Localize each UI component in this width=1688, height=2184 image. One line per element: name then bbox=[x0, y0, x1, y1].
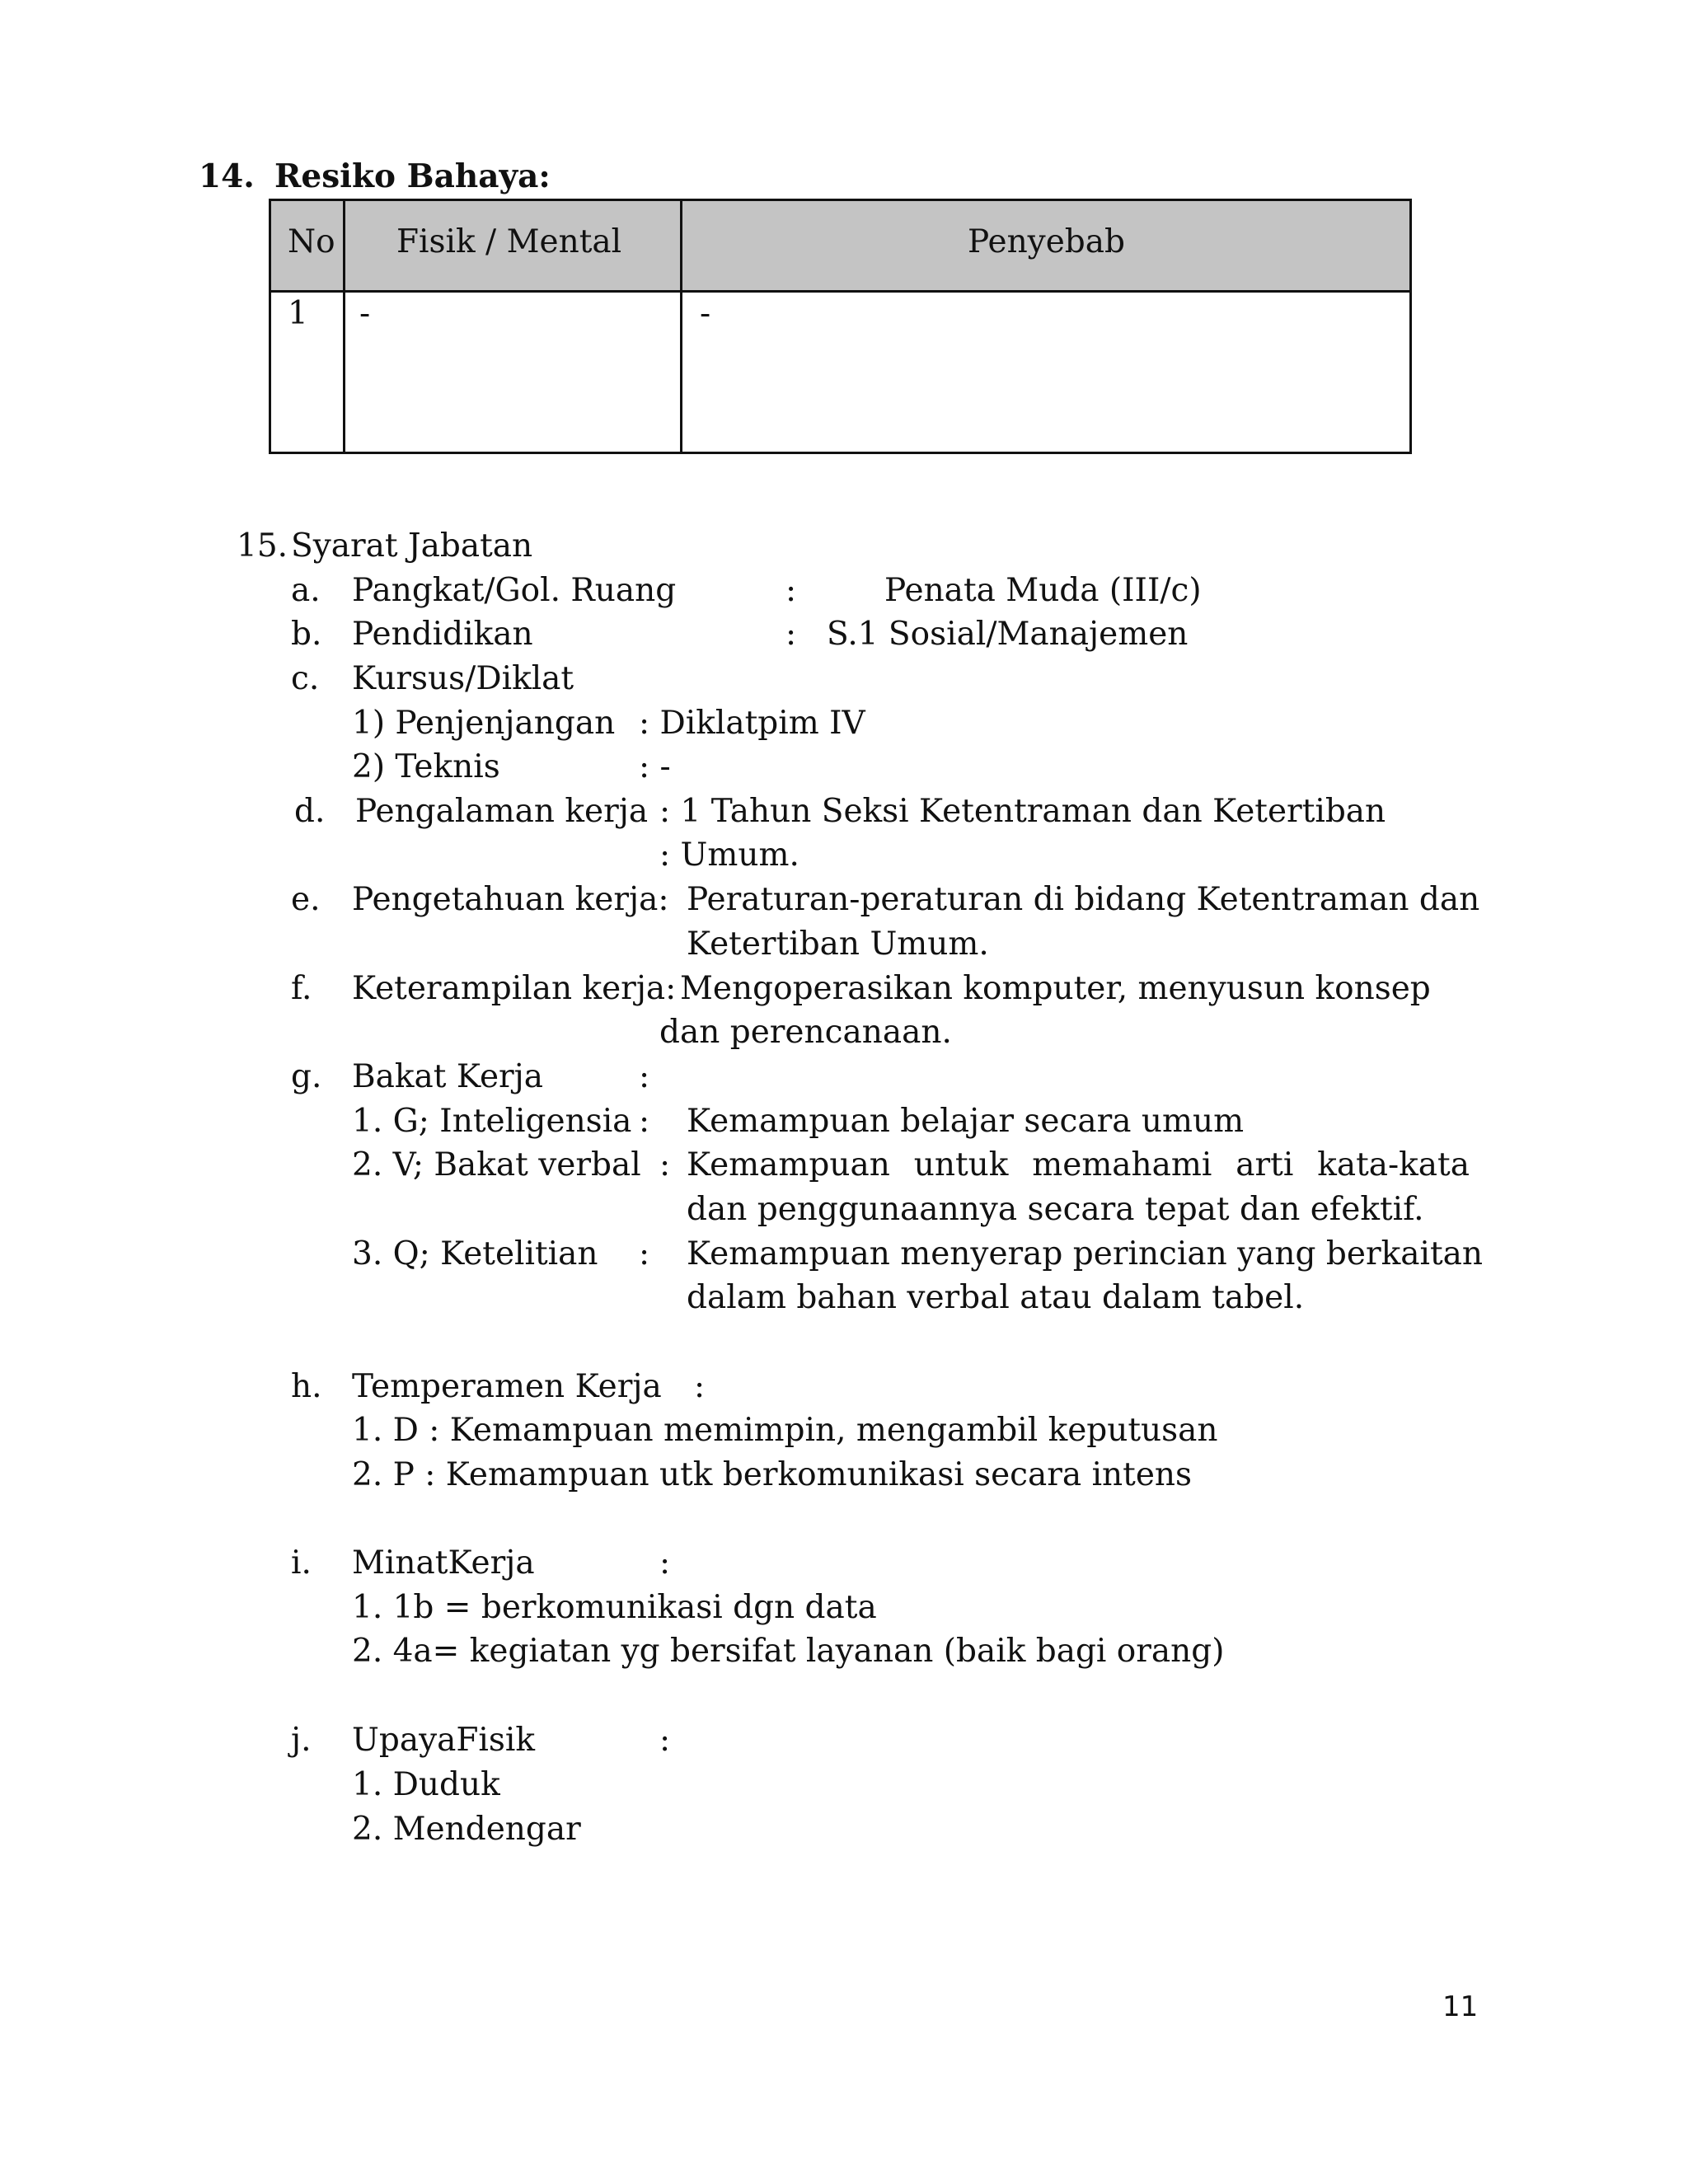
item-b-value: S.1 Sosial/Manajemen bbox=[827, 616, 1189, 653]
item-d-value-line2: : Umum. bbox=[659, 837, 799, 874]
header-fisik-mental: Fisik / Mental bbox=[396, 223, 622, 260]
item-i-label: MinatKerja bbox=[352, 1544, 535, 1582]
item-c-letter: c. bbox=[291, 660, 320, 697]
item-a-label: Pangkat/Gol. Ruang bbox=[352, 572, 677, 609]
bakat-2-desc-line2: dan penggunaannya secara tepat dan efektif. bbox=[687, 1191, 1424, 1228]
bakat-2-label: 2. V; Bakat verbal bbox=[352, 1146, 641, 1183]
item-h-colon: : bbox=[694, 1368, 706, 1405]
temperamen-1: 1. D : Kemampuan memimpin, mengambil keputusan bbox=[352, 1412, 1218, 1449]
row-1-fisik-mental: - bbox=[359, 295, 371, 332]
bakat-1-desc: Kemampuan belajar secara umum bbox=[687, 1103, 1245, 1140]
item-d-value-line1: : 1 Tahun Seksi Ketentraman dan Ketertiban bbox=[659, 793, 1386, 830]
item-h-label: Temperamen Kerja bbox=[352, 1368, 662, 1405]
item-i-colon: : bbox=[659, 1544, 671, 1582]
header-no: No bbox=[288, 223, 335, 260]
item-g-colon: : bbox=[639, 1058, 650, 1095]
item-a-value: Penata Muda (III/c) bbox=[884, 572, 1202, 609]
item-e-value-line2: Ketertiban Umum. bbox=[687, 926, 989, 963]
minat-2: 2. 4a= kegiatan yg bersifat layanan (baik bagi orang) bbox=[352, 1633, 1225, 1670]
section-14-title: Resiko Bahaya: bbox=[274, 157, 551, 195]
item-h-letter: h. bbox=[291, 1368, 322, 1405]
column-divider bbox=[343, 201, 345, 452]
item-f-value-line2: dan perencanaan. bbox=[659, 1014, 952, 1051]
item-a-colon: : bbox=[785, 572, 797, 609]
item-g-label: Bakat Kerja bbox=[352, 1058, 544, 1095]
item-j-letter: j. bbox=[291, 1722, 312, 1759]
section-15-title: Syarat Jabatan bbox=[291, 527, 533, 565]
bakat-3-label: 3. Q; Ketelitian bbox=[352, 1235, 598, 1272]
bakat-3-colon: : bbox=[639, 1235, 650, 1272]
item-c-sub-1-label: 1) Penjenjangan bbox=[352, 705, 616, 742]
item-c-sub-2-label: 2) Teknis bbox=[352, 748, 500, 785]
item-g-letter: g. bbox=[291, 1058, 322, 1095]
item-d-label: Pengalaman kerja bbox=[355, 793, 649, 830]
bakat-2-desc-line1: Kemampuan untuk memahami arti kata-kata bbox=[687, 1146, 1470, 1183]
item-c-label: Kursus/Diklat bbox=[352, 660, 574, 697]
item-e-label: Pengetahuan kerja: bbox=[352, 881, 669, 918]
section-14-number: 14. bbox=[199, 157, 255, 195]
item-f-letter: f. bbox=[291, 970, 312, 1007]
minat-1: 1. 1b = berkomunikasi dgn data bbox=[352, 1589, 877, 1626]
bakat-2-colon: : bbox=[659, 1146, 671, 1183]
item-d-letter: d. bbox=[294, 793, 326, 830]
item-b-letter: b. bbox=[291, 616, 322, 653]
header-penyebab: Penyebab bbox=[968, 223, 1125, 260]
item-c-sub-1-value: : Diklatpim IV bbox=[639, 705, 865, 742]
item-i-letter: i. bbox=[291, 1544, 312, 1582]
bakat-1-colon: : bbox=[639, 1103, 650, 1140]
bakat-3-desc-line2: dalam bahan verbal atau dalam tabel. bbox=[687, 1279, 1305, 1316]
upaya-2: 2. Mendengar bbox=[352, 1811, 581, 1848]
page-number: 11 bbox=[1442, 1990, 1479, 2023]
item-f-label: Keterampilan kerja: bbox=[352, 970, 677, 1007]
item-c-sub-2-value: : - bbox=[639, 748, 671, 785]
item-f-value-line1: Mengoperasikan komputer, menyusun konsep bbox=[680, 970, 1431, 1007]
temperamen-2: 2. P : Kemampuan utk berkomunikasi secara intens bbox=[352, 1456, 1193, 1493]
item-b-colon: : bbox=[785, 616, 797, 653]
item-j-label: UpayaFisik bbox=[352, 1722, 536, 1759]
row-1-no: 1 bbox=[288, 295, 308, 332]
item-b-label: Pendidikan bbox=[352, 616, 533, 653]
item-e-letter: e. bbox=[291, 881, 321, 918]
column-divider bbox=[680, 201, 682, 452]
item-e-value-line1: Peraturan-peraturan di bidang Ketentraman dan bbox=[687, 881, 1480, 918]
risk-table bbox=[269, 199, 1412, 454]
upaya-1: 1. Duduk bbox=[352, 1766, 500, 1803]
section-15-number: 15. bbox=[237, 527, 288, 565]
row-1-penyebab: - bbox=[700, 295, 711, 332]
bakat-3-desc-line1: Kemampuan menyerap perincian yang berkaitan bbox=[687, 1235, 1483, 1272]
bakat-1-label: 1. G; Inteligensia bbox=[352, 1103, 632, 1140]
item-j-colon: : bbox=[659, 1722, 671, 1759]
item-a-letter: a. bbox=[291, 572, 321, 609]
